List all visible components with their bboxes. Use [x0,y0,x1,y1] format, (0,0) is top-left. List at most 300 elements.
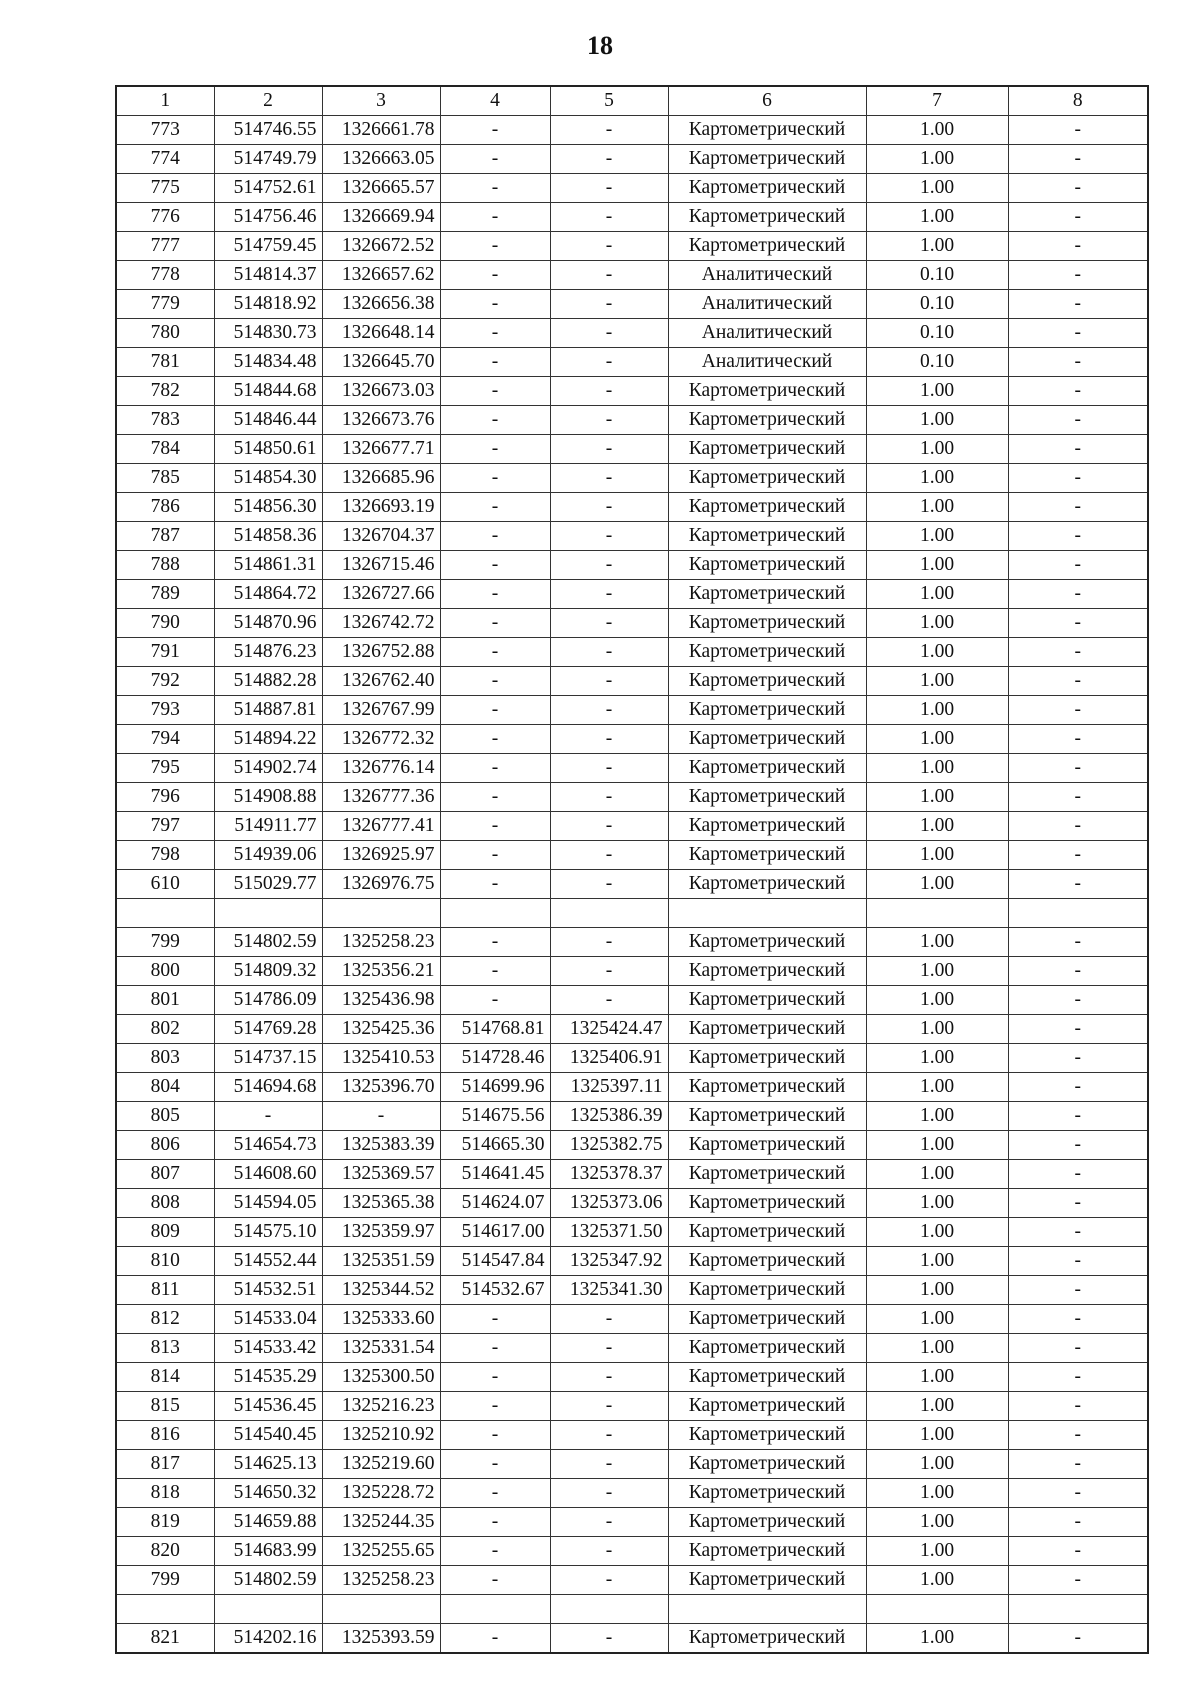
table-row [116,1189,1148,1218]
x-coordinate-alt-cell: - [440,232,550,261]
y-coordinate-cell: 1325219.60 [322,1450,440,1479]
method-cell: Картометрический [668,696,866,725]
x-coordinate-alt-cell: - [440,1392,550,1421]
column-8-cell: - [1008,1392,1148,1421]
point-number-cell: 801 [116,986,214,1015]
accuracy-cell: 1.00 [866,870,1008,899]
y-coordinate-cell: 1326772.32 [322,725,440,754]
x-coordinate-alt-cell: - [440,464,550,493]
point-number-cell: 790 [116,609,214,638]
table-row [116,174,1148,203]
column-8-cell: - [1008,1334,1148,1363]
y-coordinate-alt-cell: - [550,1537,668,1566]
table-row [116,667,1148,696]
column-header-3: 3 [322,86,440,116]
method-cell: Картометрический [668,783,866,812]
x-coordinate-alt-cell: 514665.30 [440,1131,550,1160]
y-coordinate-alt-cell [550,899,668,928]
header-row [116,86,1148,116]
table-row [116,1479,1148,1508]
x-coordinate-alt-cell: - [440,725,550,754]
x-coordinate-cell: 514625.13 [214,1450,322,1479]
x-coordinate-cell: 514540.45 [214,1421,322,1450]
method-cell: Картометрический [668,1276,866,1305]
y-coordinate-alt-cell: 1325371.50 [550,1218,668,1247]
x-coordinate-alt-cell: - [440,928,550,957]
y-coordinate-cell: 1326657.62 [322,261,440,290]
accuracy-cell: 1.00 [866,1508,1008,1537]
y-coordinate-cell [322,1595,440,1624]
x-coordinate-alt-cell: - [440,1363,550,1392]
column-8-cell: - [1008,609,1148,638]
column-8-cell: - [1008,1537,1148,1566]
accuracy-cell: 1.00 [866,1276,1008,1305]
table-row [116,1566,1148,1595]
point-number-cell: 808 [116,1189,214,1218]
x-coordinate-cell: 514746.55 [214,116,322,145]
x-coordinate-cell: 514856.30 [214,493,322,522]
column-header-4: 4 [440,86,550,116]
x-coordinate-alt-cell: - [440,754,550,783]
y-coordinate-cell: 1326677.71 [322,435,440,464]
table-row [116,1102,1148,1131]
y-coordinate-alt-cell: - [550,435,668,464]
y-coordinate-cell: 1326661.78 [322,116,440,145]
accuracy-cell: 1.00 [866,377,1008,406]
y-coordinate-alt-cell: 1325424.47 [550,1015,668,1044]
column-8-cell: - [1008,1508,1148,1537]
table-row [116,1334,1148,1363]
y-coordinate-alt-cell: - [550,841,668,870]
x-coordinate-alt-cell: - [440,319,550,348]
point-number-cell: 784 [116,435,214,464]
point-number-cell: 780 [116,319,214,348]
method-cell: Картометрический [668,1624,866,1654]
x-coordinate-alt-cell: 514728.46 [440,1044,550,1073]
y-coordinate-alt-cell: 1325373.06 [550,1189,668,1218]
y-coordinate-alt-cell: - [550,1508,668,1537]
column-8-cell: - [1008,1276,1148,1305]
table-row [116,580,1148,609]
method-cell: Картометрический [668,580,866,609]
y-coordinate-alt-cell: - [550,261,668,290]
method-cell: Картометрический [668,1015,866,1044]
point-number-cell: 776 [116,203,214,232]
column-8-cell [1008,1595,1148,1624]
x-coordinate-cell: 514650.32 [214,1479,322,1508]
table-row [116,1363,1148,1392]
y-coordinate-alt-cell: - [550,1392,668,1421]
x-coordinate-cell: 514533.42 [214,1334,322,1363]
method-cell: Картометрический [668,1218,866,1247]
method-cell: Аналитический [668,261,866,290]
column-8-cell: - [1008,986,1148,1015]
method-cell: Картометрический [668,754,866,783]
accuracy-cell: 1.00 [866,1537,1008,1566]
point-number-cell: 799 [116,1566,214,1595]
x-coordinate-cell: 514834.48 [214,348,322,377]
x-coordinate-cell [214,899,322,928]
table-row [116,1015,1148,1044]
y-coordinate-alt-cell: - [550,464,668,493]
table-row [116,1276,1148,1305]
y-coordinate-alt-cell: - [550,551,668,580]
method-cell: Картометрический [668,435,866,464]
column-header-1: 1 [116,86,214,116]
y-coordinate-cell: 1326976.75 [322,870,440,899]
table-row [116,1218,1148,1247]
y-coordinate-alt-cell: - [550,754,668,783]
y-coordinate-alt-cell: 1325341.30 [550,1276,668,1305]
x-coordinate-alt-cell: - [440,348,550,377]
table-row [116,1131,1148,1160]
x-coordinate-alt-cell: - [440,1566,550,1595]
y-coordinate-alt-cell: - [550,638,668,667]
column-8-cell: - [1008,870,1148,899]
x-coordinate-cell: 514756.46 [214,203,322,232]
point-number-cell: 815 [116,1392,214,1421]
point-number-cell: 788 [116,551,214,580]
point-number-cell: 805 [116,1102,214,1131]
point-number-cell: 820 [116,1537,214,1566]
y-coordinate-cell: 1326693.19 [322,493,440,522]
y-coordinate-cell: 1325333.60 [322,1305,440,1334]
table-row [116,522,1148,551]
table-row [116,754,1148,783]
y-coordinate-alt-cell: - [550,870,668,899]
accuracy-cell [866,899,1008,928]
y-coordinate-cell: 1325331.54 [322,1334,440,1363]
accuracy-cell: 1.00 [866,696,1008,725]
table-row [116,1421,1148,1450]
y-coordinate-alt-cell: - [550,609,668,638]
method-cell [668,899,866,928]
point-number-cell: 793 [116,696,214,725]
x-coordinate-alt-cell: 514699.96 [440,1073,550,1102]
x-coordinate-cell: 514809.32 [214,957,322,986]
x-coordinate-cell: 514552.44 [214,1247,322,1276]
column-8-cell: - [1008,1363,1148,1392]
accuracy-cell: 1.00 [866,1218,1008,1247]
column-8-cell: - [1008,638,1148,667]
column-8-cell: - [1008,1131,1148,1160]
y-coordinate-cell: 1326715.46 [322,551,440,580]
x-coordinate-cell: 514861.31 [214,551,322,580]
y-coordinate-cell: 1325369.57 [322,1160,440,1189]
method-cell: Картометрический [668,986,866,1015]
method-cell: Картометрический [668,1189,866,1218]
x-coordinate-cell: 514202.16 [214,1624,322,1654]
method-cell: Аналитический [668,319,866,348]
y-coordinate-alt-cell: - [550,1334,668,1363]
table-row [116,841,1148,870]
column-8-cell: - [1008,580,1148,609]
y-coordinate-cell: 1325344.52 [322,1276,440,1305]
accuracy-cell: 1.00 [866,638,1008,667]
x-coordinate-alt-cell: - [440,957,550,986]
column-8-cell: - [1008,232,1148,261]
x-coordinate-cell: 514854.30 [214,464,322,493]
column-8-cell: - [1008,667,1148,696]
column-8-cell: - [1008,377,1148,406]
y-coordinate-alt-cell: - [550,1566,668,1595]
method-cell: Картометрический [668,841,866,870]
table-row [116,812,1148,841]
x-coordinate-cell: 514759.45 [214,232,322,261]
table-row [116,696,1148,725]
y-coordinate-cell: 1325359.97 [322,1218,440,1247]
y-coordinate-alt-cell: - [550,928,668,957]
accuracy-cell: 1.00 [866,406,1008,435]
y-coordinate-alt-cell: - [550,667,668,696]
point-number-cell: 797 [116,812,214,841]
x-coordinate-alt-cell: - [440,551,550,580]
accuracy-cell: 0.10 [866,348,1008,377]
point-number-cell: 816 [116,1421,214,1450]
point-number-cell: 783 [116,406,214,435]
y-coordinate-alt-cell: - [550,812,668,841]
x-coordinate-cell: 514683.99 [214,1537,322,1566]
y-coordinate-cell: 1325210.92 [322,1421,440,1450]
table-row [116,638,1148,667]
y-coordinate-alt-cell: 1325382.75 [550,1131,668,1160]
method-cell: Картометрический [668,1363,866,1392]
x-coordinate-cell: 514737.15 [214,1044,322,1073]
method-cell: Картометрический [668,1392,866,1421]
method-cell: Картометрический [668,1073,866,1102]
column-8-cell: - [1008,522,1148,551]
column-8-cell: - [1008,1102,1148,1131]
accuracy-cell: 1.00 [866,522,1008,551]
method-cell: Картометрический [668,174,866,203]
accuracy-cell: 1.00 [866,1334,1008,1363]
x-coordinate-cell: 514802.59 [214,1566,322,1595]
point-number-cell: 796 [116,783,214,812]
x-coordinate-cell: 514850.61 [214,435,322,464]
x-coordinate-cell: 514870.96 [214,609,322,638]
point-number-cell: 799 [116,928,214,957]
method-cell: Картометрический [668,1421,866,1450]
y-coordinate-cell: 1325300.50 [322,1363,440,1392]
point-number-cell: 778 [116,261,214,290]
column-8-cell: - [1008,464,1148,493]
y-coordinate-cell: 1325393.59 [322,1624,440,1654]
column-8-cell: - [1008,261,1148,290]
y-coordinate-cell [322,899,440,928]
accuracy-cell: 1.00 [866,580,1008,609]
x-coordinate-alt-cell: - [440,1479,550,1508]
accuracy-cell: 1.00 [866,174,1008,203]
column-8-cell: - [1008,928,1148,957]
table-row [116,203,1148,232]
column-8-cell: - [1008,1015,1148,1044]
y-coordinate-cell: 1326776.14 [322,754,440,783]
column-8-cell: - [1008,493,1148,522]
point-number-cell: 821 [116,1624,214,1654]
x-coordinate-alt-cell: - [440,174,550,203]
column-8-cell: - [1008,1305,1148,1334]
x-coordinate-alt-cell: - [440,1334,550,1363]
column-header-5: 5 [550,86,668,116]
x-coordinate-alt-cell: - [440,609,550,638]
y-coordinate-cell: 1325258.23 [322,928,440,957]
accuracy-cell: 1.00 [866,551,1008,580]
table-row [116,377,1148,406]
y-coordinate-cell: 1326777.41 [322,812,440,841]
column-8-cell: - [1008,290,1148,319]
accuracy-cell: 1.00 [866,609,1008,638]
column-8-cell: - [1008,145,1148,174]
point-number-cell: 818 [116,1479,214,1508]
y-coordinate-alt-cell: - [550,957,668,986]
y-coordinate-cell: 1326752.88 [322,638,440,667]
column-8-cell: - [1008,551,1148,580]
table-row [116,870,1148,899]
table-row [116,435,1148,464]
column-8-cell: - [1008,348,1148,377]
accuracy-cell: 1.00 [866,1305,1008,1334]
y-coordinate-alt-cell: - [550,493,668,522]
accuracy-cell: 1.00 [866,1044,1008,1073]
y-coordinate-cell: 1325436.98 [322,986,440,1015]
x-coordinate-alt-cell [440,899,550,928]
accuracy-cell: 1.00 [866,928,1008,957]
method-cell: Картометрический [668,145,866,174]
point-number-cell: 804 [116,1073,214,1102]
point-number-cell: 819 [116,1508,214,1537]
table-row [116,319,1148,348]
y-coordinate-alt-cell: 1325406.91 [550,1044,668,1073]
y-coordinate-cell: 1325410.53 [322,1044,440,1073]
y-coordinate-alt-cell: - [550,1305,668,1334]
y-coordinate-alt-cell: - [550,319,668,348]
accuracy-cell: 1.00 [866,493,1008,522]
table-row [116,725,1148,754]
x-coordinate-cell: 514818.92 [214,290,322,319]
x-coordinate-cell: 514535.29 [214,1363,322,1392]
table-row [116,348,1148,377]
x-coordinate-alt-cell: - [440,1450,550,1479]
x-coordinate-alt-cell [440,1595,550,1624]
accuracy-cell: 1.00 [866,203,1008,232]
x-coordinate-alt-cell: 514617.00 [440,1218,550,1247]
accuracy-cell: 1.00 [866,1421,1008,1450]
x-coordinate-alt-cell: - [440,145,550,174]
point-number-cell [116,1595,214,1624]
accuracy-cell: 1.00 [866,986,1008,1015]
table-row [116,1537,1148,1566]
table-body [116,116,1148,1654]
y-coordinate-cell: 1326665.57 [322,174,440,203]
method-cell: Картометрический [668,667,866,696]
y-coordinate-cell: - [322,1102,440,1131]
x-coordinate-alt-cell: - [440,493,550,522]
x-coordinate-cell: 515029.77 [214,870,322,899]
method-cell: Аналитический [668,290,866,319]
x-coordinate-alt-cell: - [440,580,550,609]
y-coordinate-cell: 1326685.96 [322,464,440,493]
point-number-cell: 773 [116,116,214,145]
method-cell: Картометрический [668,957,866,986]
accuracy-cell: 1.00 [866,1450,1008,1479]
point-number-cell: 791 [116,638,214,667]
y-coordinate-alt-cell: 1325378.37 [550,1160,668,1189]
point-number-cell: 800 [116,957,214,986]
accuracy-cell [866,1595,1008,1624]
column-8-cell: - [1008,957,1148,986]
y-coordinate-alt-cell: - [550,1421,668,1450]
accuracy-cell: 1.00 [866,116,1008,145]
column-header-7: 7 [866,86,1008,116]
method-cell: Картометрический [668,870,866,899]
column-8-cell [1008,899,1148,928]
x-coordinate-alt-cell: - [440,1537,550,1566]
point-number-cell: 802 [116,1015,214,1044]
point-number-cell: 786 [116,493,214,522]
accuracy-cell: 1.00 [866,1392,1008,1421]
accuracy-cell: 1.00 [866,725,1008,754]
x-coordinate-alt-cell: 514532.67 [440,1276,550,1305]
y-coordinate-cell: 1325356.21 [322,957,440,986]
y-coordinate-cell: 1326767.99 [322,696,440,725]
y-coordinate-cell: 1326645.70 [322,348,440,377]
y-coordinate-alt-cell [550,1595,668,1624]
accuracy-cell: 1.00 [866,1479,1008,1508]
column-8-cell: - [1008,1044,1148,1073]
x-coordinate-alt-cell: - [440,522,550,551]
x-coordinate-cell: 514654.73 [214,1131,322,1160]
x-coordinate-alt-cell: 514675.56 [440,1102,550,1131]
y-coordinate-alt-cell: - [550,203,668,232]
column-8-cell: - [1008,1189,1148,1218]
x-coordinate-cell: 514902.74 [214,754,322,783]
method-cell: Картометрический [668,551,866,580]
method-cell [668,1595,866,1624]
column-8-cell: - [1008,841,1148,870]
x-coordinate-cell: 514814.37 [214,261,322,290]
method-cell: Картометрический [668,1160,866,1189]
accuracy-cell: 1.00 [866,232,1008,261]
x-coordinate-cell: 514846.44 [214,406,322,435]
x-coordinate-alt-cell: 514768.81 [440,1015,550,1044]
point-number-cell: 789 [116,580,214,609]
table-row [116,1392,1148,1421]
accuracy-cell: 1.00 [866,1102,1008,1131]
point-number-cell: 813 [116,1334,214,1363]
table-row [116,1073,1148,1102]
point-number-cell: 812 [116,1305,214,1334]
accuracy-cell: 0.10 [866,261,1008,290]
method-cell: Аналитический [668,348,866,377]
table-row [116,464,1148,493]
y-coordinate-cell: 1326742.72 [322,609,440,638]
column-8-cell: - [1008,754,1148,783]
table-row [116,290,1148,319]
x-coordinate-cell: 514858.36 [214,522,322,551]
column-8-cell: - [1008,435,1148,464]
y-coordinate-cell: 1325396.70 [322,1073,440,1102]
column-8-cell: - [1008,1247,1148,1276]
table-row [116,261,1148,290]
column-header-2: 2 [214,86,322,116]
method-cell: Картометрический [668,725,866,754]
method-cell: Картометрический [668,493,866,522]
table-row [116,783,1148,812]
point-number-cell: 781 [116,348,214,377]
y-coordinate-alt-cell: - [550,145,668,174]
table-row [116,1508,1148,1537]
y-coordinate-cell: 1325258.23 [322,1566,440,1595]
